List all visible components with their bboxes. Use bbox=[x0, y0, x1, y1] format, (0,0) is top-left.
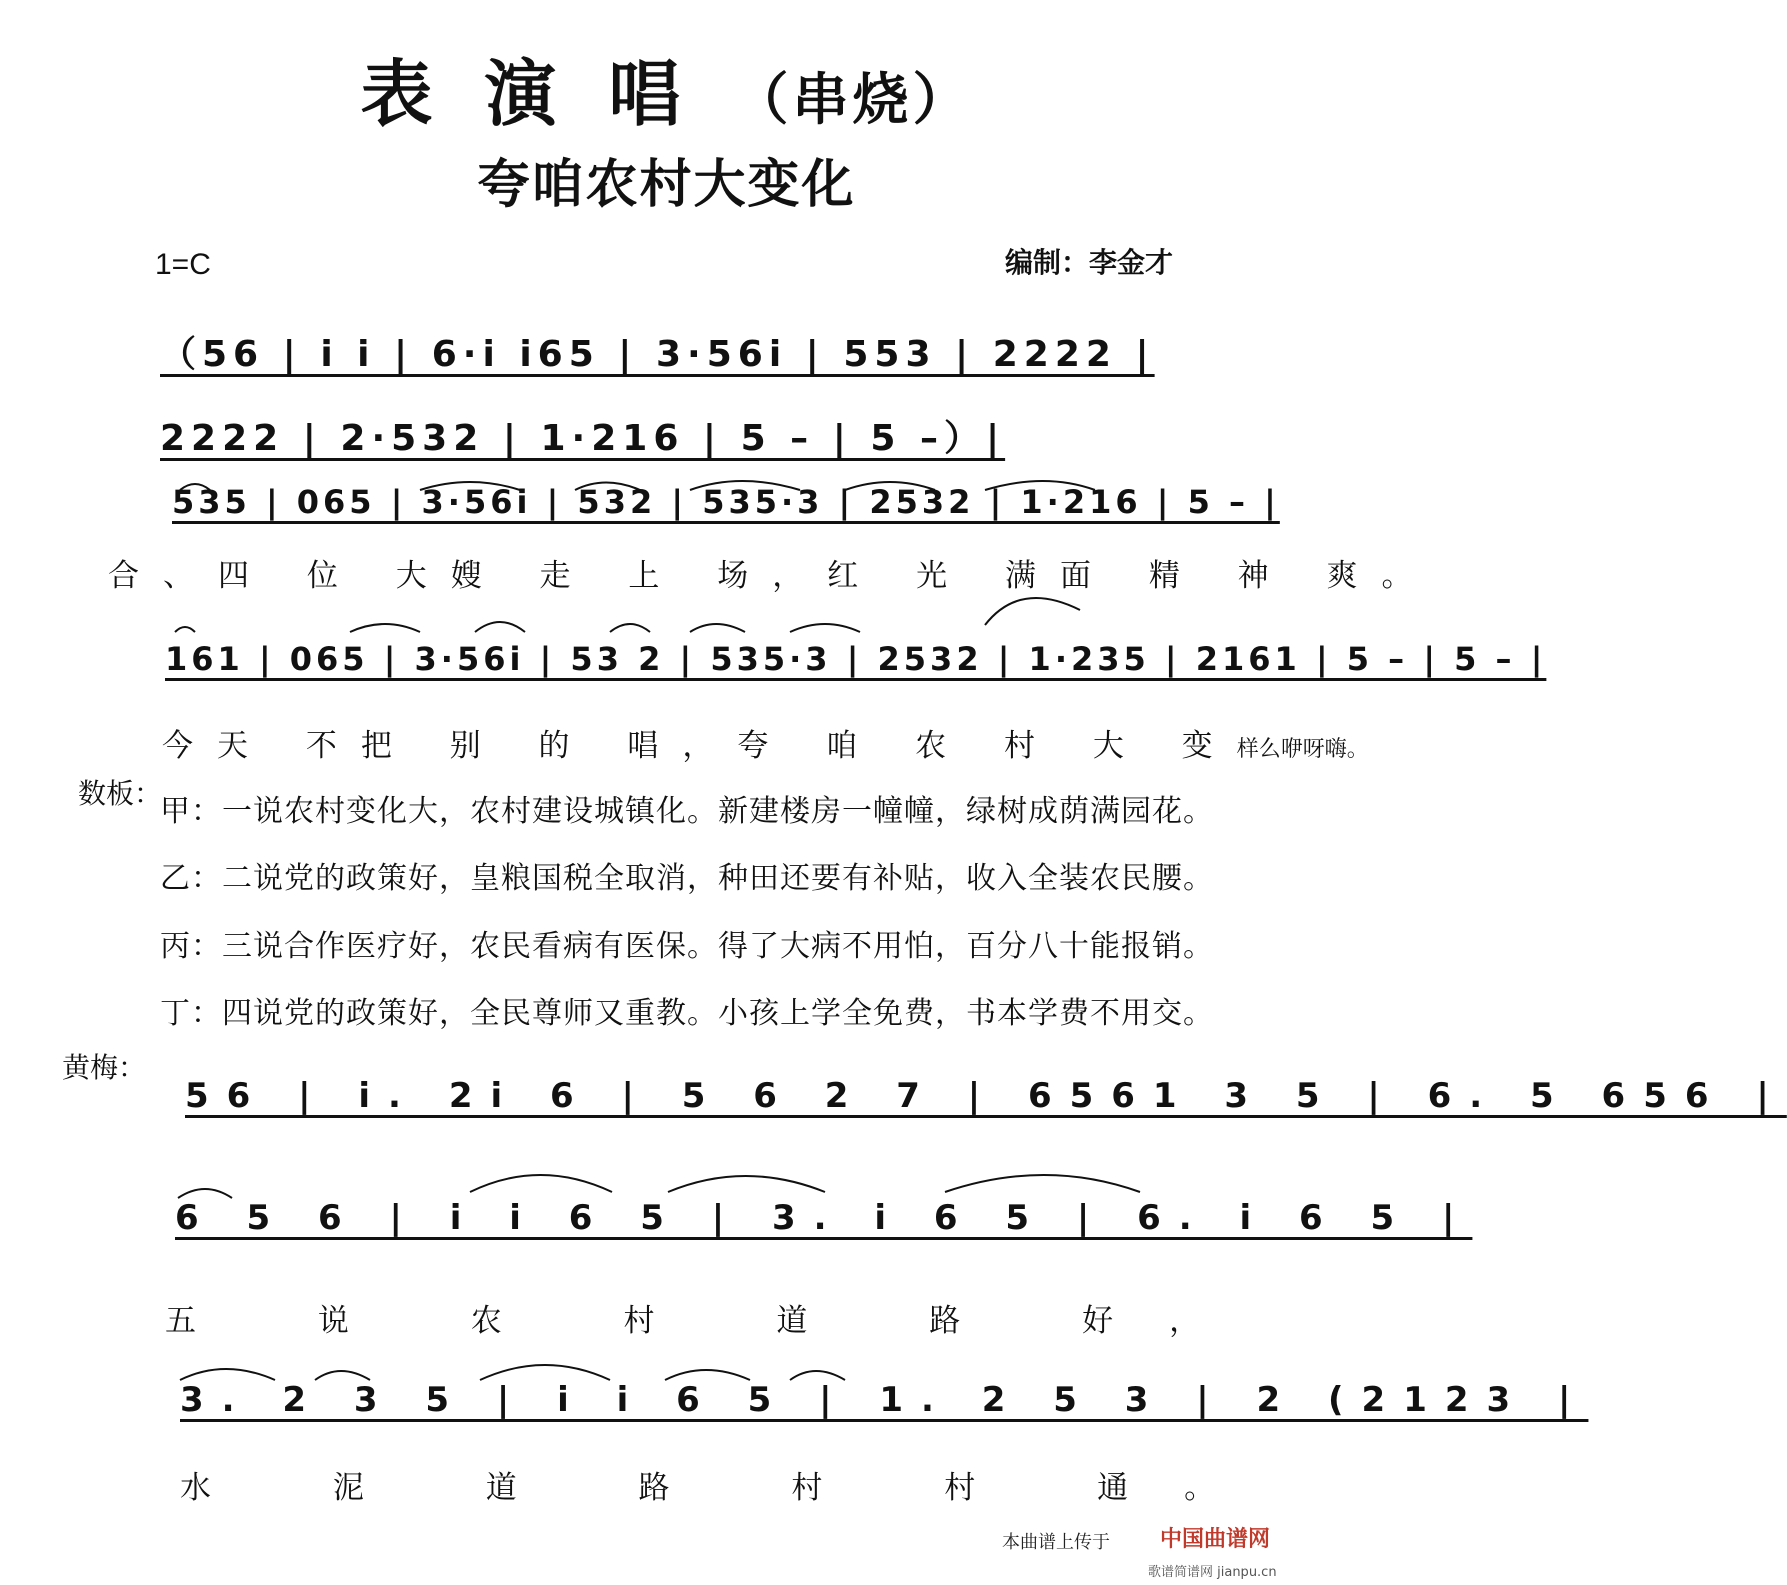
slur bbox=[610, 624, 650, 632]
title-text: 表演唱 bbox=[360, 51, 733, 136]
huangmei-label: 黄梅： bbox=[62, 1051, 147, 1084]
footer-brand: 中国曲谱网 bbox=[1160, 1527, 1271, 1552]
slur bbox=[180, 1369, 275, 1380]
shuban-line-3: 丙：三说合作医疗好，农民看病有医保。得了大病不用怕，百分八十能报销。 bbox=[160, 929, 1214, 964]
slur bbox=[470, 1175, 612, 1192]
slur bbox=[315, 1371, 370, 1380]
score-row-1: （56 | i i | 6·i i65 | 3·56i | 553 | 2222 | bbox=[160, 334, 1155, 375]
score-row-2: 2222 | 2·532 | 1·216 | 5 – | 5 –）| bbox=[160, 418, 1006, 459]
footer-upload: 本曲谱上传于 bbox=[1002, 1532, 1110, 1553]
huangmei-lyric-2: 五 说 农 村 道 路 好， bbox=[165, 1303, 1257, 1339]
author-credit: 编制：李金才 bbox=[1005, 246, 1174, 279]
score-row-3: 535 | 065 | 3·56i | 532 | 535·3 | 2532 | 1·216 | 5 – | bbox=[172, 483, 1280, 521]
slur bbox=[690, 481, 800, 490]
slur bbox=[845, 482, 935, 490]
key-signature: 1=C bbox=[155, 248, 211, 281]
slur bbox=[475, 622, 525, 632]
shuban-line-4: 丁：四说党的政策好，全民尊师又重教。小孩上学全免费，书本学费不用交。 bbox=[160, 996, 1214, 1031]
title-paren: （串烧） bbox=[732, 67, 973, 133]
slur bbox=[790, 1371, 845, 1380]
slur bbox=[575, 483, 640, 491]
shuban-line-1: 甲：一说农村变化大，农村建设城镇化。新建楼房一幢幢，绿树成荫满园花。 bbox=[160, 794, 1214, 829]
song-subtitle: 夸咱农村大变化 bbox=[477, 155, 856, 215]
lyric-row-4-main: 今天 不把 别 的 唱，夸 咱 农 村 大 变 bbox=[162, 728, 1237, 764]
slur bbox=[665, 1370, 750, 1380]
slur bbox=[668, 1176, 825, 1192]
lyric-row-3: 合、四 位 大嫂 走 上 场，红 光 满面 精 神 爽。 bbox=[108, 558, 1437, 594]
slur bbox=[480, 1365, 610, 1380]
huangmei-row-1: 56 | i. 2i 6 | 5 6 2 7 | 6561 3 5 | 6. 5 656 | bbox=[185, 1076, 1787, 1116]
slur bbox=[350, 624, 420, 632]
shuban-label: 数板： bbox=[78, 777, 163, 810]
score-row-4: 161 | 065 | 3·56i | 53 2 | 535·3 | 2532 | 1·235 | 2161 | 5 – | 5 – | bbox=[165, 640, 1547, 678]
slur bbox=[790, 624, 860, 632]
huangmei-row-2: 6 5 6 | i i 6 5 | 3. i 6 5 | 6. i 6 5 | bbox=[175, 1198, 1473, 1238]
slur bbox=[178, 1189, 232, 1198]
slur bbox=[180, 484, 210, 490]
slur bbox=[175, 627, 195, 632]
huangmei-row-3: 3. 2 3 5 | i i 6 5 | 1. 2 5 3 | 2 (2123 | bbox=[180, 1380, 1589, 1420]
footer-site: 歌谱简谱网 jianpu.cn bbox=[1148, 1565, 1277, 1580]
tie bbox=[985, 598, 1080, 625]
slur bbox=[690, 624, 745, 632]
slur bbox=[420, 482, 520, 490]
slur bbox=[945, 1175, 1140, 1192]
slur bbox=[985, 481, 1095, 490]
lyric-row-4-tail: 样么咿呀嗨。 bbox=[1236, 737, 1369, 762]
huangmei-lyric-3: 水 泥 道 路 村 村 通。 bbox=[180, 1470, 1272, 1506]
shuban-line-2: 乙：二说党的政策好，皇粮国税全取消，种田还要有补贴，收入全装农民腰。 bbox=[160, 861, 1214, 896]
